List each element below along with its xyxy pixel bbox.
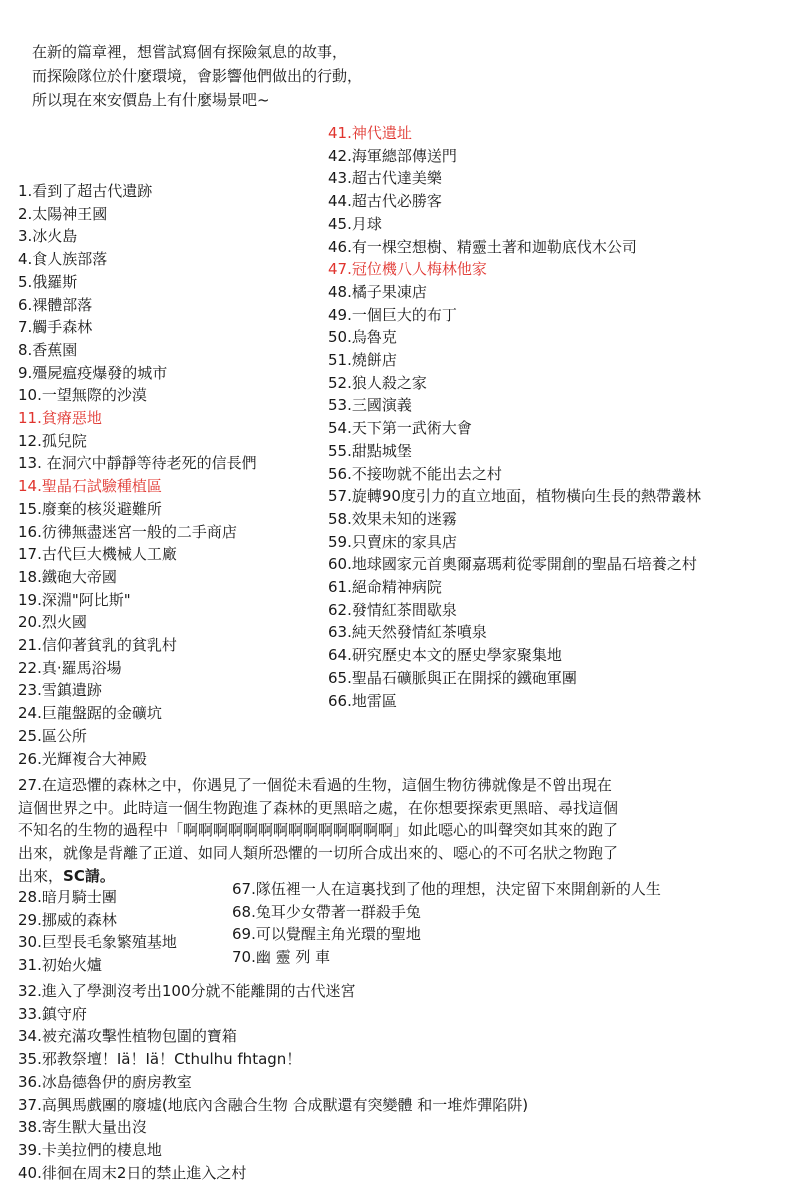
scene-list-item: 4.食人族部落 xyxy=(18,250,108,269)
scene-list-item: 30.巨型長毛象繁殖基地 xyxy=(18,933,177,952)
scene-list-item: 2.太陽神王國 xyxy=(18,204,108,223)
scene-list-item: 35.邪教祭壇！Iä！Iä！Cthulhu fhtagn！ xyxy=(18,1050,302,1069)
scene-list-item: 54.天下第一武術大會 xyxy=(328,419,472,438)
scene-list-item: 16.彷彿無盡迷宮一般的二手商店 xyxy=(18,522,237,541)
scene-list-bottom-left xyxy=(18,886,177,977)
scene-list-item: 53.三國演義 xyxy=(328,396,412,415)
scene-list-item: 67.隊伍裡一人在這裏找到了他的理想，決定留下來開創新的人生 xyxy=(232,880,661,898)
scene-list-item: 46.有一棵空想樹、精靈土著和迦勒底伐木公司 xyxy=(328,237,637,256)
scene-list-item: 50.烏魯克 xyxy=(328,328,397,347)
paragraph-line: 27.在這恐懼的森林之中，你遇見了一個從未看過的生物，這個生物彷彿就像是不曾出現在 xyxy=(18,776,612,794)
paragraph-line: 出來，就像是背離了正道、如同人類所恐懼的一切所合成出來的、噁心的不可名狀之物跑了 xyxy=(18,844,619,863)
paragraph-tail: 出來， xyxy=(18,866,64,885)
scene-list-item: 6.裸體部落 xyxy=(18,295,93,314)
scene-list-item: 60.地球國家元首奧爾嘉瑪莉從零開創的聖晶石培養之村 xyxy=(328,555,697,574)
scene-list-item: 38.寄生獸大量出沒 xyxy=(18,1118,147,1137)
scene-list-item: 3.冰火島 xyxy=(18,227,78,246)
scene-list-item: 65.聖晶石礦脈與正在開採的鐵砲軍團 xyxy=(328,668,577,687)
scene-list-item: 56.不接吻就不能出去之村 xyxy=(328,464,502,483)
scene-list-item: 5.俄羅斯 xyxy=(18,272,78,291)
scene-list-item: 43.超古代達美樂 xyxy=(328,169,442,188)
scene-list-item: 61.絕命精神病院 xyxy=(328,578,442,597)
scene-list-item: 68.兔耳少女帶著一群殺手兔 xyxy=(232,902,421,921)
scene-list-item: 22.真·羅馬浴場 xyxy=(18,658,122,677)
scene-list-item: 12.孤兒院 xyxy=(18,431,87,450)
scene-list-item: 70.幽 靈 列 車 xyxy=(232,948,331,967)
scene-list-item: 28.暗月騎士團 xyxy=(18,888,117,906)
scene-list-item: 9.殭屍瘟疫爆發的城市 xyxy=(18,363,168,382)
scene-list-item: 21.信仰著貧乳的貧乳村 xyxy=(18,636,177,655)
scene-list-item: 44.超古代必勝客 xyxy=(328,192,442,211)
scene-list-item: 52.狼人殺之家 xyxy=(328,373,427,392)
scene-list-item: 36.冰島德魯伊的廚房教室 xyxy=(18,1072,192,1091)
scene-list-item: 19.深淵"阿比斯" xyxy=(18,590,131,609)
paragraph-line: 這個世界之中。此時這一個生物跑進了森林的更黑暗之處，在你想要探索更黑暗、尋找這個 xyxy=(18,798,619,817)
scene-list-item: 11.貧瘠惡地 xyxy=(18,409,102,428)
scene-list-item: 29.挪威的森林 xyxy=(18,910,117,929)
intro-line: 所以現在來安價島上有什麼場景吧~ xyxy=(32,91,270,109)
scene-list-item: 31.初始火爐 xyxy=(18,956,102,975)
intro-text xyxy=(32,40,362,112)
scene-list-item: 45.月球 xyxy=(328,214,382,233)
scene-list-item: 15.廢棄的核災避難所 xyxy=(18,499,162,518)
scene-list-item: 20.烈火國 xyxy=(18,613,87,632)
scene-list-item: 18.鐵砲大帝國 xyxy=(18,567,117,586)
scene-list-item: 7.觸手森林 xyxy=(18,318,93,337)
scene-list-right xyxy=(328,122,701,712)
scene-list-item: 32.進入了學測沒考出100分就不能離開的古代迷宮 xyxy=(18,982,356,1000)
scene-list-item: 23.雪鎮遺跡 xyxy=(18,681,102,700)
scene-list-bottom xyxy=(18,980,528,1184)
scene-list-item: 10.一望無際的沙漠 xyxy=(18,386,147,405)
scene-list-item: 24.巨龍盤踞的金礦坑 xyxy=(18,704,162,723)
intro-line: 在新的篇章裡，想嘗試寫個有探險氣息的故事， xyxy=(32,43,348,61)
scene-list-item: 1.看到了超古代遺跡 xyxy=(18,182,153,200)
scene-list-item: 58.效果未知的迷霧 xyxy=(328,509,457,528)
scene-list-item: 25.區公所 xyxy=(18,726,87,745)
intro-line: 而探險隊位於什麼環境，會影響他們做出的行動， xyxy=(32,67,363,85)
scene-list-left xyxy=(18,180,257,770)
scene-list-item: 39.卡美拉們的棲息地 xyxy=(18,1140,162,1159)
scene-list-item: 13. 在洞穴中靜靜等待老死的信長們 xyxy=(18,454,257,473)
scene-list-item: 34.被充滿攻擊性植物包圍的寶箱 xyxy=(18,1027,237,1046)
sc-request-bold: SC請。 xyxy=(63,866,115,885)
scene-list-item: 69.可以覺醒主角光環的聖地 xyxy=(232,925,421,944)
scene-list-item: 42.海軍總部傳送門 xyxy=(328,146,457,165)
scene-list-item: 63.純天然發情紅茶噴泉 xyxy=(328,623,487,642)
scene-list-item: 51.燒餅店 xyxy=(328,351,397,370)
scene-list-item: 48.橘子果凍店 xyxy=(328,282,427,301)
scene-list-item: 17.古代巨大機械人工廠 xyxy=(18,545,177,564)
scene-list-item: 14.聖晶石試驗種植區 xyxy=(18,477,162,496)
scene-list-item: 41.神代遺址 xyxy=(328,124,412,142)
scene-list-item: 64.研究歷史本文的歷史學家聚集地 xyxy=(328,646,562,665)
scene-list-item: 59.只賣床的家具店 xyxy=(328,532,457,551)
scene-list-item: 47.冠位機八人梅林他家 xyxy=(328,260,487,279)
scene-list-item: 26.光輝複合大神殿 xyxy=(18,749,147,768)
scene-list-item: 8.香蕉園 xyxy=(18,340,78,359)
scene-item-27 xyxy=(18,774,788,888)
scene-list-item: 33.鎮守府 xyxy=(18,1004,87,1023)
scene-list-item: 40.徘徊在周末2日的禁止進入之村 xyxy=(18,1163,247,1182)
paragraph-line: 不知名的生物的過程中「啊啊啊啊啊啊啊啊啊啊啊啊啊啊」如此噁心的叫聲突如其來的跑了 xyxy=(18,821,619,840)
scene-list-item: 62.發情紅茶間歇泉 xyxy=(328,600,457,619)
scene-list-item: 49.一個巨大的布丁 xyxy=(328,305,457,324)
scene-list-item: 66.地雷區 xyxy=(328,691,397,710)
scene-list-item: 57.旋轉90度引力的直立地面，植物橫向生長的熱帶叢林 xyxy=(328,487,701,506)
scene-list-item: 37.高興馬戲團的廢墟(地底內含融合生物 合成獸還有突變體 和一堆炸彈陷阱) xyxy=(18,1095,529,1114)
scene-list-item: 55.甜點城堡 xyxy=(328,441,412,460)
scene-list-middle xyxy=(232,878,661,969)
